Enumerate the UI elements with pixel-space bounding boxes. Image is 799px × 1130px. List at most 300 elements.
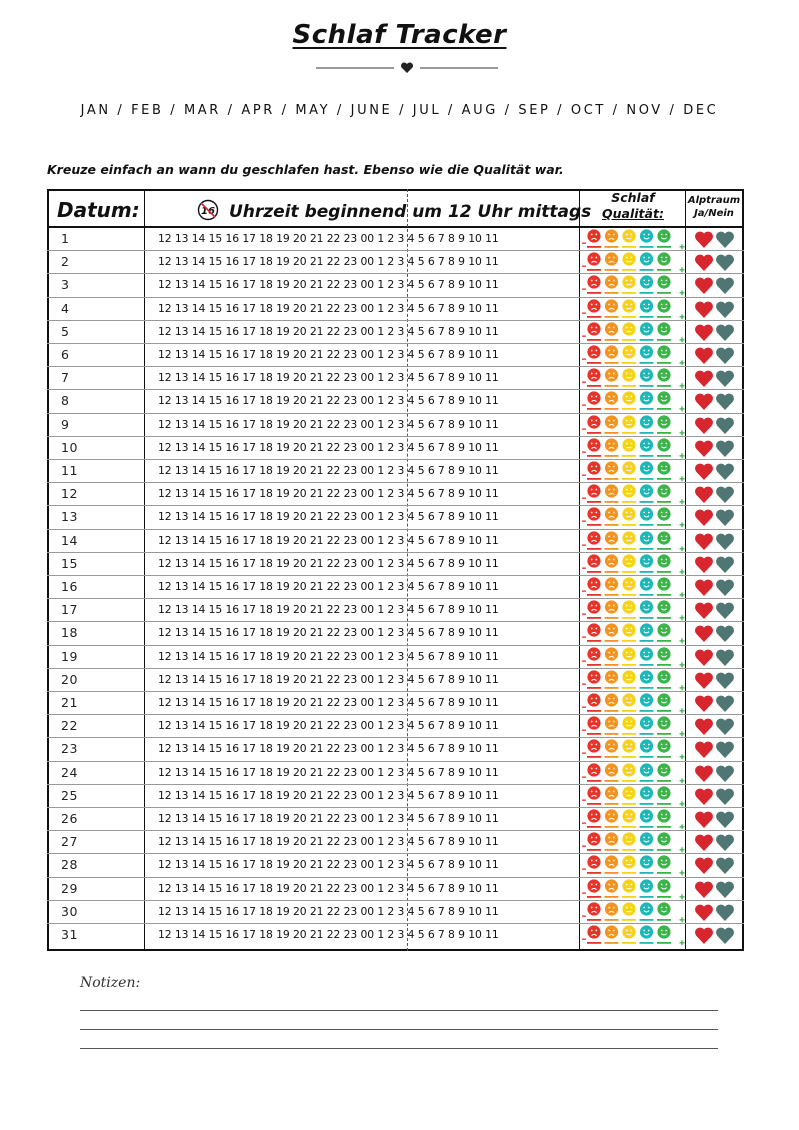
neutral-face-icon[interactable] [622, 601, 636, 619]
heart-no-icon[interactable] [716, 556, 734, 572]
bad-face-icon[interactable] [605, 786, 619, 804]
good-face-icon[interactable] [640, 693, 654, 711]
very-good-face-icon[interactable] [657, 786, 671, 804]
heart-no-icon[interactable] [716, 928, 734, 944]
quality-scale[interactable] [582, 669, 686, 691]
heart-yes-icon[interactable] [695, 719, 713, 735]
heart-yes-icon[interactable] [695, 858, 713, 874]
very-good-face-icon[interactable] [657, 577, 671, 595]
very-bad-face-icon[interactable] [587, 925, 601, 943]
hour-checkboxes[interactable]: 12 13 14 15 16 17 18 19 20 21 22 23 00 1 2 3 4 5 6 7 8 9 10 11 [158, 928, 499, 941]
quality-scale[interactable] [582, 831, 686, 853]
heart-yes-icon[interactable] [695, 928, 713, 944]
nightmare-hearts[interactable] [692, 600, 738, 620]
heart-no-icon[interactable] [716, 232, 734, 248]
good-face-icon[interactable] [640, 879, 654, 897]
good-face-icon[interactable] [640, 577, 654, 595]
good-face-icon[interactable] [640, 485, 654, 503]
heart-yes-icon[interactable] [695, 742, 713, 758]
heart-yes-icon[interactable] [695, 510, 713, 526]
heart-yes-icon[interactable] [695, 371, 713, 387]
very-bad-face-icon[interactable] [587, 485, 601, 503]
hour-checkboxes[interactable]: 12 13 14 15 16 17 18 19 20 21 22 23 00 1 2 3 4 5 6 7 8 9 10 11 [158, 742, 499, 756]
very-bad-face-icon[interactable] [587, 763, 601, 781]
hour-checkboxes[interactable]: 12 13 14 15 16 17 18 19 20 21 22 23 00 1 2 3 4 5 6 7 8 9 10 11 [158, 603, 499, 617]
nightmare-hearts[interactable] [692, 484, 738, 504]
very-good-face-icon[interactable] [657, 253, 671, 271]
hour-checkboxes[interactable]: 12 13 14 15 16 17 18 19 20 21 22 23 00 1 2 3 4 5 6 7 8 9 10 11 [158, 440, 499, 454]
very-bad-face-icon[interactable] [587, 647, 601, 665]
nightmare-hearts[interactable] [692, 902, 738, 922]
heart-no-icon[interactable] [716, 324, 734, 340]
bad-face-icon[interactable] [605, 717, 619, 735]
bad-face-icon[interactable] [605, 693, 619, 711]
very-good-face-icon[interactable] [657, 322, 671, 340]
bad-face-icon[interactable] [605, 601, 619, 619]
hour-checkboxes[interactable]: 12 13 14 15 16 17 18 19 20 21 22 23 00 1 2 3 4 5 6 7 8 9 10 11 [158, 371, 499, 385]
heart-no-icon[interactable] [716, 394, 734, 410]
bad-face-icon[interactable] [605, 879, 619, 897]
very-good-face-icon[interactable] [657, 624, 671, 642]
bad-face-icon[interactable] [605, 670, 619, 688]
hour-checkboxes[interactable]: 12 13 14 15 16 17 18 19 20 21 22 23 00 1 2 3 4 5 6 7 8 9 10 11 [158, 232, 499, 245]
nightmare-hearts[interactable] [692, 739, 738, 759]
hour-checkboxes[interactable]: 12 13 14 15 16 17 18 19 20 21 22 23 00 1 2 3 4 5 6 7 8 9 10 11 [158, 649, 499, 663]
quality-scale[interactable] [582, 854, 686, 876]
bad-face-icon[interactable] [605, 508, 619, 526]
heart-yes-icon[interactable] [695, 394, 713, 410]
good-face-icon[interactable] [640, 786, 654, 804]
nightmare-hearts[interactable] [692, 879, 738, 899]
hour-checkboxes[interactable]: 12 13 14 15 16 17 18 19 20 21 22 23 00 1 2 3 4 5 6 7 8 9 10 11 [158, 858, 499, 872]
heart-no-icon[interactable] [716, 858, 734, 874]
good-face-icon[interactable] [640, 415, 654, 433]
very-good-face-icon[interactable] [657, 693, 671, 711]
very-bad-face-icon[interactable] [587, 693, 601, 711]
heart-no-icon[interactable] [716, 440, 734, 456]
very-good-face-icon[interactable] [657, 438, 671, 456]
very-bad-face-icon[interactable] [587, 740, 601, 758]
neutral-face-icon[interactable] [622, 322, 636, 340]
good-face-icon[interactable] [640, 925, 654, 943]
heart-yes-icon[interactable] [695, 255, 713, 271]
hour-checkboxes[interactable]: 12 13 14 15 16 17 18 19 20 21 22 23 00 1 2 3 4 5 6 7 8 9 10 11 [158, 487, 499, 501]
very-bad-face-icon[interactable] [587, 322, 601, 340]
quality-scale[interactable] [582, 692, 686, 714]
heart-yes-icon[interactable] [695, 417, 713, 433]
neutral-face-icon[interactable] [622, 415, 636, 433]
heart-yes-icon[interactable] [695, 533, 713, 549]
neutral-face-icon[interactable] [622, 392, 636, 410]
good-face-icon[interactable] [640, 508, 654, 526]
heart-no-icon[interactable] [716, 719, 734, 735]
neutral-face-icon[interactable] [622, 577, 636, 595]
hour-checkboxes[interactable]: 12 13 14 15 16 17 18 19 20 21 22 23 00 1 2 3 4 5 6 7 8 9 10 11 [158, 626, 499, 640]
bad-face-icon[interactable] [605, 763, 619, 781]
neutral-face-icon[interactable] [622, 253, 636, 271]
nightmare-hearts[interactable] [692, 345, 738, 365]
hour-checkboxes[interactable]: 12 13 14 15 16 17 18 19 20 21 22 23 00 1 2 3 4 5 6 7 8 9 10 11 [158, 580, 499, 593]
bad-face-icon[interactable] [605, 856, 619, 874]
heart-no-icon[interactable] [716, 765, 734, 781]
good-face-icon[interactable] [640, 253, 654, 271]
bad-face-icon[interactable] [605, 369, 619, 387]
heart-yes-icon[interactable] [695, 580, 713, 596]
heart-no-icon[interactable] [716, 510, 734, 526]
bad-face-icon[interactable] [605, 345, 619, 363]
hour-checkboxes[interactable]: 12 13 14 15 16 17 18 19 20 21 22 23 00 1 2 3 4 5 6 7 8 9 10 11 [158, 510, 499, 524]
good-face-icon[interactable] [640, 601, 654, 619]
neutral-face-icon[interactable] [622, 485, 636, 503]
good-face-icon[interactable] [640, 229, 654, 247]
nightmare-hearts[interactable] [692, 229, 738, 249]
very-bad-face-icon[interactable] [587, 833, 601, 851]
neutral-face-icon[interactable] [622, 740, 636, 758]
hour-checkboxes[interactable]: 12 13 14 15 16 17 18 19 20 21 22 23 00 1 2 3 4 5 6 7 8 9 10 11 [158, 533, 499, 547]
hour-checkboxes[interactable]: 12 13 14 15 16 17 18 19 20 21 22 23 00 1 2 3 4 5 6 7 8 9 10 11 [158, 812, 499, 825]
very-good-face-icon[interactable] [657, 763, 671, 781]
heart-no-icon[interactable] [716, 603, 734, 619]
very-good-face-icon[interactable] [657, 879, 671, 897]
heart-yes-icon[interactable] [695, 626, 713, 642]
bad-face-icon[interactable] [605, 438, 619, 456]
heart-no-icon[interactable] [716, 835, 734, 851]
very-good-face-icon[interactable] [657, 740, 671, 758]
good-face-icon[interactable] [640, 461, 654, 479]
neutral-face-icon[interactable] [622, 763, 636, 781]
good-face-icon[interactable] [640, 670, 654, 688]
quality-scale[interactable] [582, 530, 686, 552]
very-bad-face-icon[interactable] [587, 369, 601, 387]
quality-scale[interactable] [582, 901, 686, 923]
nightmare-hearts[interactable] [692, 415, 738, 435]
heart-no-icon[interactable] [716, 417, 734, 433]
nightmare-hearts[interactable] [692, 623, 738, 643]
heart-yes-icon[interactable] [695, 904, 713, 920]
very-bad-face-icon[interactable] [587, 670, 601, 688]
bad-face-icon[interactable] [605, 902, 619, 920]
heart-yes-icon[interactable] [695, 696, 713, 712]
neutral-face-icon[interactable] [622, 693, 636, 711]
neutral-face-icon[interactable] [622, 925, 636, 943]
very-bad-face-icon[interactable] [587, 253, 601, 271]
hour-checkboxes[interactable]: 12 13 14 15 16 17 18 19 20 21 22 23 00 1 2 3 4 5 6 7 8 9 10 11 [158, 278, 499, 292]
bad-face-icon[interactable] [605, 809, 619, 827]
quality-scale[interactable] [582, 274, 686, 296]
nightmare-hearts[interactable] [692, 554, 738, 574]
very-bad-face-icon[interactable] [587, 276, 601, 294]
very-good-face-icon[interactable] [657, 415, 671, 433]
hour-checkboxes[interactable]: 12 13 14 15 16 17 18 19 20 21 22 23 00 1 2 3 4 5 6 7 8 9 10 11 [158, 255, 499, 269]
very-good-face-icon[interactable] [657, 670, 671, 688]
nightmare-hearts[interactable] [692, 322, 738, 342]
very-good-face-icon[interactable] [657, 485, 671, 503]
heart-no-icon[interactable] [716, 464, 734, 480]
very-good-face-icon[interactable] [657, 902, 671, 920]
good-face-icon[interactable] [640, 624, 654, 642]
neutral-face-icon[interactable] [622, 647, 636, 665]
nightmare-hearts[interactable] [692, 786, 738, 806]
heart-yes-icon[interactable] [695, 324, 713, 340]
bad-face-icon[interactable] [605, 740, 619, 758]
heart-yes-icon[interactable] [695, 464, 713, 480]
heart-no-icon[interactable] [716, 278, 734, 294]
heart-yes-icon[interactable] [695, 765, 713, 781]
bad-face-icon[interactable] [605, 624, 619, 642]
bad-face-icon[interactable] [605, 415, 619, 433]
neutral-face-icon[interactable] [622, 809, 636, 827]
heart-yes-icon[interactable] [695, 556, 713, 572]
nightmare-hearts[interactable] [692, 252, 738, 272]
very-good-face-icon[interactable] [657, 508, 671, 526]
good-face-icon[interactable] [640, 809, 654, 827]
heart-no-icon[interactable] [716, 672, 734, 688]
quality-scale[interactable] [582, 553, 686, 575]
hour-checkboxes[interactable]: 12 13 14 15 16 17 18 19 20 21 22 23 00 1 2 3 4 5 6 7 8 9 10 11 [158, 904, 499, 918]
very-bad-face-icon[interactable] [587, 229, 601, 247]
very-good-face-icon[interactable] [657, 276, 671, 294]
neutral-face-icon[interactable] [622, 229, 636, 247]
good-face-icon[interactable] [640, 369, 654, 387]
nightmare-hearts[interactable] [692, 368, 738, 388]
hour-checkboxes[interactable]: 12 13 14 15 16 17 18 19 20 21 22 23 00 1 2 3 4 5 6 7 8 9 10 11 [158, 719, 499, 733]
heart-no-icon[interactable] [716, 580, 734, 596]
hour-checkboxes[interactable]: 12 13 14 15 16 17 18 19 20 21 22 23 00 1 2 3 4 5 6 7 8 9 10 11 [158, 394, 499, 408]
neutral-face-icon[interactable] [622, 879, 636, 897]
very-good-face-icon[interactable] [657, 369, 671, 387]
neutral-face-icon[interactable] [622, 670, 636, 688]
heart-no-icon[interactable] [716, 649, 734, 665]
heart-yes-icon[interactable] [695, 278, 713, 294]
quality-scale[interactable] [582, 367, 686, 389]
nightmare-hearts[interactable] [692, 693, 738, 713]
bad-face-icon[interactable] [605, 276, 619, 294]
hour-checkboxes[interactable]: 12 13 14 15 16 17 18 19 20 21 22 23 00 1 2 3 4 5 6 7 8 9 10 11 [158, 324, 499, 338]
very-good-face-icon[interactable] [657, 345, 671, 363]
bad-face-icon[interactable] [605, 577, 619, 595]
nightmare-hearts[interactable] [692, 925, 738, 945]
very-bad-face-icon[interactable] [587, 508, 601, 526]
very-bad-face-icon[interactable] [587, 392, 601, 410]
hour-checkboxes[interactable]: 12 13 14 15 16 17 18 19 20 21 22 23 00 1 2 3 4 5 6 7 8 9 10 11 [158, 835, 499, 849]
good-face-icon[interactable] [640, 554, 654, 572]
very-bad-face-icon[interactable] [587, 717, 601, 735]
bad-face-icon[interactable] [605, 392, 619, 410]
nightmare-hearts[interactable] [692, 855, 738, 875]
very-bad-face-icon[interactable] [587, 345, 601, 363]
very-bad-face-icon[interactable] [587, 415, 601, 433]
quality-scale[interactable] [582, 808, 686, 830]
very-bad-face-icon[interactable] [587, 531, 601, 549]
quality-scale[interactable] [582, 321, 686, 343]
good-face-icon[interactable] [640, 299, 654, 317]
nightmare-hearts[interactable] [692, 647, 738, 667]
very-bad-face-icon[interactable] [587, 461, 601, 479]
heart-yes-icon[interactable] [695, 487, 713, 503]
neutral-face-icon[interactable] [622, 902, 636, 920]
bad-face-icon[interactable] [605, 253, 619, 271]
hour-checkboxes[interactable]: 12 13 14 15 16 17 18 19 20 21 22 23 00 1 2 3 4 5 6 7 8 9 10 11 [158, 556, 499, 570]
very-bad-face-icon[interactable] [587, 577, 601, 595]
heart-no-icon[interactable] [716, 881, 734, 897]
very-bad-face-icon[interactable] [587, 624, 601, 642]
heart-no-icon[interactable] [716, 696, 734, 712]
quality-scale[interactable] [582, 251, 686, 273]
heart-yes-icon[interactable] [695, 812, 713, 828]
heart-no-icon[interactable] [716, 371, 734, 387]
nightmare-hearts[interactable] [692, 507, 738, 527]
hour-checkboxes[interactable]: 12 13 14 15 16 17 18 19 20 21 22 23 00 1 2 3 4 5 6 7 8 9 10 11 [158, 881, 499, 895]
neutral-face-icon[interactable] [622, 717, 636, 735]
quality-scale[interactable] [582, 414, 686, 436]
good-face-icon[interactable] [640, 763, 654, 781]
bad-face-icon[interactable] [605, 531, 619, 549]
month-selector[interactable]: JAN / FEB / MAR / APR / MAY / JUNE / JUL / AUG / SEP / OCT / NOV / DEC [80, 103, 719, 118]
hour-checkboxes[interactable]: 12 13 14 15 16 17 18 19 20 21 22 23 00 1 2 3 4 5 6 7 8 9 10 11 [158, 301, 499, 315]
neutral-face-icon[interactable] [622, 276, 636, 294]
very-good-face-icon[interactable] [657, 647, 671, 665]
heart-no-icon[interactable] [716, 348, 734, 364]
heart-no-icon[interactable] [716, 812, 734, 828]
very-good-face-icon[interactable] [657, 531, 671, 549]
heart-yes-icon[interactable] [695, 603, 713, 619]
good-face-icon[interactable] [640, 276, 654, 294]
hour-checkboxes[interactable]: 12 13 14 15 16 17 18 19 20 21 22 23 00 1 2 3 4 5 6 7 8 9 10 11 [158, 788, 499, 802]
quality-scale[interactable] [582, 715, 686, 737]
nightmare-hearts[interactable] [692, 299, 738, 319]
neutral-face-icon[interactable] [622, 508, 636, 526]
good-face-icon[interactable] [640, 531, 654, 549]
hour-checkboxes[interactable]: 12 13 14 15 16 17 18 19 20 21 22 23 00 1 2 3 4 5 6 7 8 9 10 11 [158, 464, 499, 477]
very-good-face-icon[interactable] [657, 229, 671, 247]
heart-no-icon[interactable] [716, 533, 734, 549]
nightmare-hearts[interactable] [692, 461, 738, 481]
very-good-face-icon[interactable] [657, 554, 671, 572]
neutral-face-icon[interactable] [622, 461, 636, 479]
nightmare-hearts[interactable] [692, 438, 738, 458]
very-good-face-icon[interactable] [657, 856, 671, 874]
neutral-face-icon[interactable] [622, 299, 636, 317]
good-face-icon[interactable] [640, 345, 654, 363]
good-face-icon[interactable] [640, 322, 654, 340]
very-bad-face-icon[interactable] [587, 601, 601, 619]
nightmare-hearts[interactable] [692, 577, 738, 597]
very-good-face-icon[interactable] [657, 392, 671, 410]
nightmare-hearts[interactable] [692, 275, 738, 295]
hour-checkboxes[interactable]: 12 13 14 15 16 17 18 19 20 21 22 23 00 1 2 3 4 5 6 7 8 9 10 11 [158, 348, 499, 361]
good-face-icon[interactable] [640, 392, 654, 410]
quality-scale[interactable] [582, 483, 686, 505]
quality-scale[interactable] [582, 738, 686, 760]
bad-face-icon[interactable] [605, 229, 619, 247]
bad-face-icon[interactable] [605, 925, 619, 943]
very-good-face-icon[interactable] [657, 925, 671, 943]
neutral-face-icon[interactable] [622, 554, 636, 572]
heart-no-icon[interactable] [716, 904, 734, 920]
heart-yes-icon[interactable] [695, 672, 713, 688]
notes-line[interactable] [80, 1048, 718, 1049]
quality-scale[interactable] [582, 646, 686, 668]
good-face-icon[interactable] [640, 438, 654, 456]
quality-scale[interactable] [582, 785, 686, 807]
heart-yes-icon[interactable] [695, 835, 713, 851]
very-bad-face-icon[interactable] [587, 554, 601, 572]
heart-no-icon[interactable] [716, 788, 734, 804]
notes-line[interactable] [80, 1029, 718, 1030]
very-bad-face-icon[interactable] [587, 786, 601, 804]
good-face-icon[interactable] [640, 647, 654, 665]
very-bad-face-icon[interactable] [587, 299, 601, 317]
neutral-face-icon[interactable] [622, 856, 636, 874]
heart-yes-icon[interactable] [695, 232, 713, 248]
quality-scale[interactable] [582, 344, 686, 366]
quality-scale[interactable] [582, 576, 686, 598]
neutral-face-icon[interactable] [622, 624, 636, 642]
heart-no-icon[interactable] [716, 301, 734, 317]
nightmare-hearts[interactable] [692, 716, 738, 736]
bad-face-icon[interactable] [605, 485, 619, 503]
good-face-icon[interactable] [640, 902, 654, 920]
nightmare-hearts[interactable] [692, 832, 738, 852]
hour-checkboxes[interactable]: 12 13 14 15 16 17 18 19 20 21 22 23 00 1 2 3 4 5 6 7 8 9 10 11 [158, 417, 499, 431]
good-face-icon[interactable] [640, 740, 654, 758]
nightmare-hearts[interactable] [692, 670, 738, 690]
heart-no-icon[interactable] [716, 742, 734, 758]
bad-face-icon[interactable] [605, 647, 619, 665]
quality-scale[interactable] [582, 599, 686, 621]
neutral-face-icon[interactable] [622, 369, 636, 387]
bad-face-icon[interactable] [605, 299, 619, 317]
quality-scale[interactable] [582, 622, 686, 644]
heart-yes-icon[interactable] [695, 649, 713, 665]
very-bad-face-icon[interactable] [587, 809, 601, 827]
quality-scale[interactable] [582, 390, 686, 412]
good-face-icon[interactable] [640, 856, 654, 874]
neutral-face-icon[interactable] [622, 786, 636, 804]
very-good-face-icon[interactable] [657, 809, 671, 827]
quality-scale[interactable] [582, 506, 686, 528]
heart-yes-icon[interactable] [695, 881, 713, 897]
quality-scale[interactable] [582, 298, 686, 320]
very-bad-face-icon[interactable] [587, 856, 601, 874]
quality-scale[interactable] [582, 878, 686, 900]
very-good-face-icon[interactable] [657, 601, 671, 619]
notes-line[interactable] [80, 1010, 718, 1011]
quality-scale[interactable] [582, 460, 686, 482]
bad-face-icon[interactable] [605, 554, 619, 572]
very-good-face-icon[interactable] [657, 717, 671, 735]
nightmare-hearts[interactable] [692, 809, 738, 829]
quality-scale[interactable] [582, 437, 686, 459]
heart-yes-icon[interactable] [695, 440, 713, 456]
very-good-face-icon[interactable] [657, 299, 671, 317]
heart-yes-icon[interactable] [695, 348, 713, 364]
heart-no-icon[interactable] [716, 255, 734, 271]
hour-checkboxes[interactable]: 12 13 14 15 16 17 18 19 20 21 22 23 00 1 2 3 4 5 6 7 8 9 10 11 [158, 765, 499, 779]
neutral-face-icon[interactable] [622, 438, 636, 456]
heart-no-icon[interactable] [716, 626, 734, 642]
quality-scale[interactable] [582, 762, 686, 784]
good-face-icon[interactable] [640, 717, 654, 735]
heart-yes-icon[interactable] [695, 301, 713, 317]
neutral-face-icon[interactable] [622, 531, 636, 549]
very-good-face-icon[interactable] [657, 461, 671, 479]
quality-scale[interactable] [582, 924, 686, 946]
nightmare-hearts[interactable] [692, 763, 738, 783]
hour-checkboxes[interactable]: 12 13 14 15 16 17 18 19 20 21 22 23 00 1 2 3 4 5 6 7 8 9 10 11 [158, 696, 499, 709]
quality-scale[interactable] [582, 228, 686, 250]
bad-face-icon[interactable] [605, 461, 619, 479]
